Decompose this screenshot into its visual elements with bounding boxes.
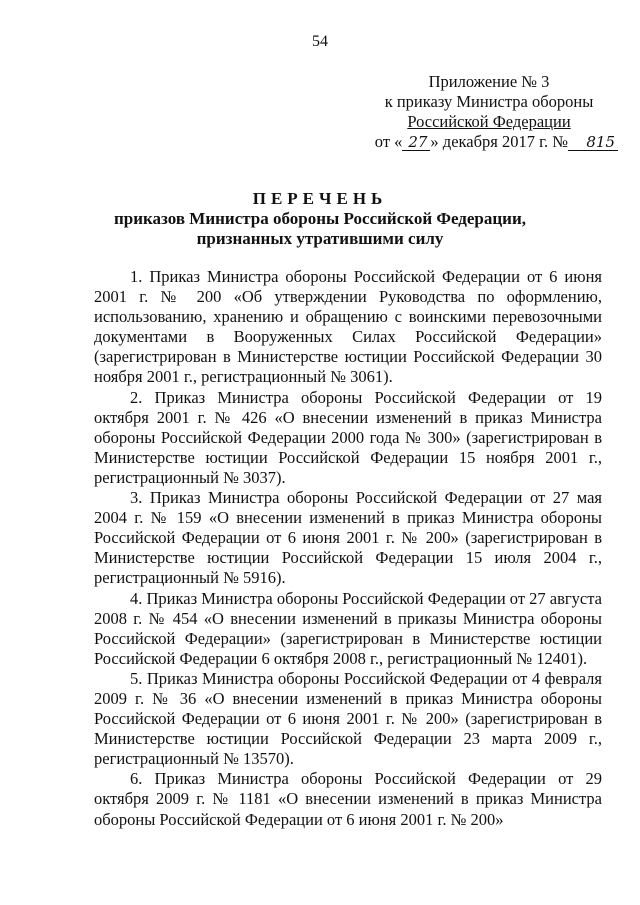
document-subtitle [70,209,570,249]
handwritten-order-number: 815 [568,134,618,151]
list-item: 5. Приказ Министра обороны Российской Федерации от 4 февраля 2009 г. № 36 «О внесении изменений в приказ Министра обороны Российской Федерации от 6 июня 2001 г. № 200» (зарегистрирован в Министерстве юстиции Российской Федерации 23 марта 2009 г., регистрационный № 13570). [94,668,602,769]
list-item: 4. Приказ Министра обороны Российской Федерации от 27 августа 2008 г. № 454 «О внесении изменений в приказы Министра обороны Российской Федерации» (зарегистрирован в Министерстве юстиции Российской Федерации 6 октября 2008 г., регистрационный № 12401). [94,588,602,668]
date-suffix: » декабря 2017 г. № [430,132,568,151]
page-number: 54 [312,33,328,50]
date-prefix: от « [374,132,403,151]
order-list [94,267,602,830]
subtitle-line-1: приказов Министра обороны Российской Федерации, [113,209,527,228]
subtitle-line-2: признанных утратившими силу [196,229,444,248]
list-item: 2. Приказ Министра обороны Российской Федерации от 19 октября 2001 г. № 426 «О внесении изменений в приказ Министра обороны Российской Федерации 2000 года № 300» (зарегистрирован в Министерстве юстиции Российской Федерации 15 ноября 2001 г., регистрационный № 3037). [94,387,602,487]
list-item: 1. Приказ Министра обороны Российской Федерации от 6 июня 2001 г. № 200 «Об утверждении Руководства по оформлению, использованию, хранению и обращению с воинскими перевозочными документами в Вооруженных Силах Российской Федерации» (зарегистрирован в Министерстве юстиции Российской Федерации 30 ноября 2001 г., регистрационный № 3061). [94,267,602,387]
annex-title: Приложение № 3 [428,72,550,91]
list-item: 3. Приказ Министра обороны Российской Федерации от 27 мая 2004 г. № 159 «О внесении изменений в приказ Министра обороны Российской Федерации от 6 июня 2001 г. № 200» (зарегистрирован в Министерстве юстиции Российской Федерации 15 июля 2004 г., регистрационный № 5916). [94,488,602,588]
handwritten-day: 27 [402,134,430,151]
list-item: 6. Приказ Министра обороны Российской Федерации от 29 октября 2009 г. № 1181 «О внесении изменений в приказ Министра обороны Российской Федерации от 6 июня 2001 г. № 200» [94,769,602,829]
annex-block [360,72,618,152]
annex-date-line [360,132,618,152]
annex-order-reference: к приказу Министра обороны [384,92,594,111]
annex-organization: Российской Федерации [407,112,571,131]
document-title: ПЕРЕЧЕНЬ [252,189,388,208]
